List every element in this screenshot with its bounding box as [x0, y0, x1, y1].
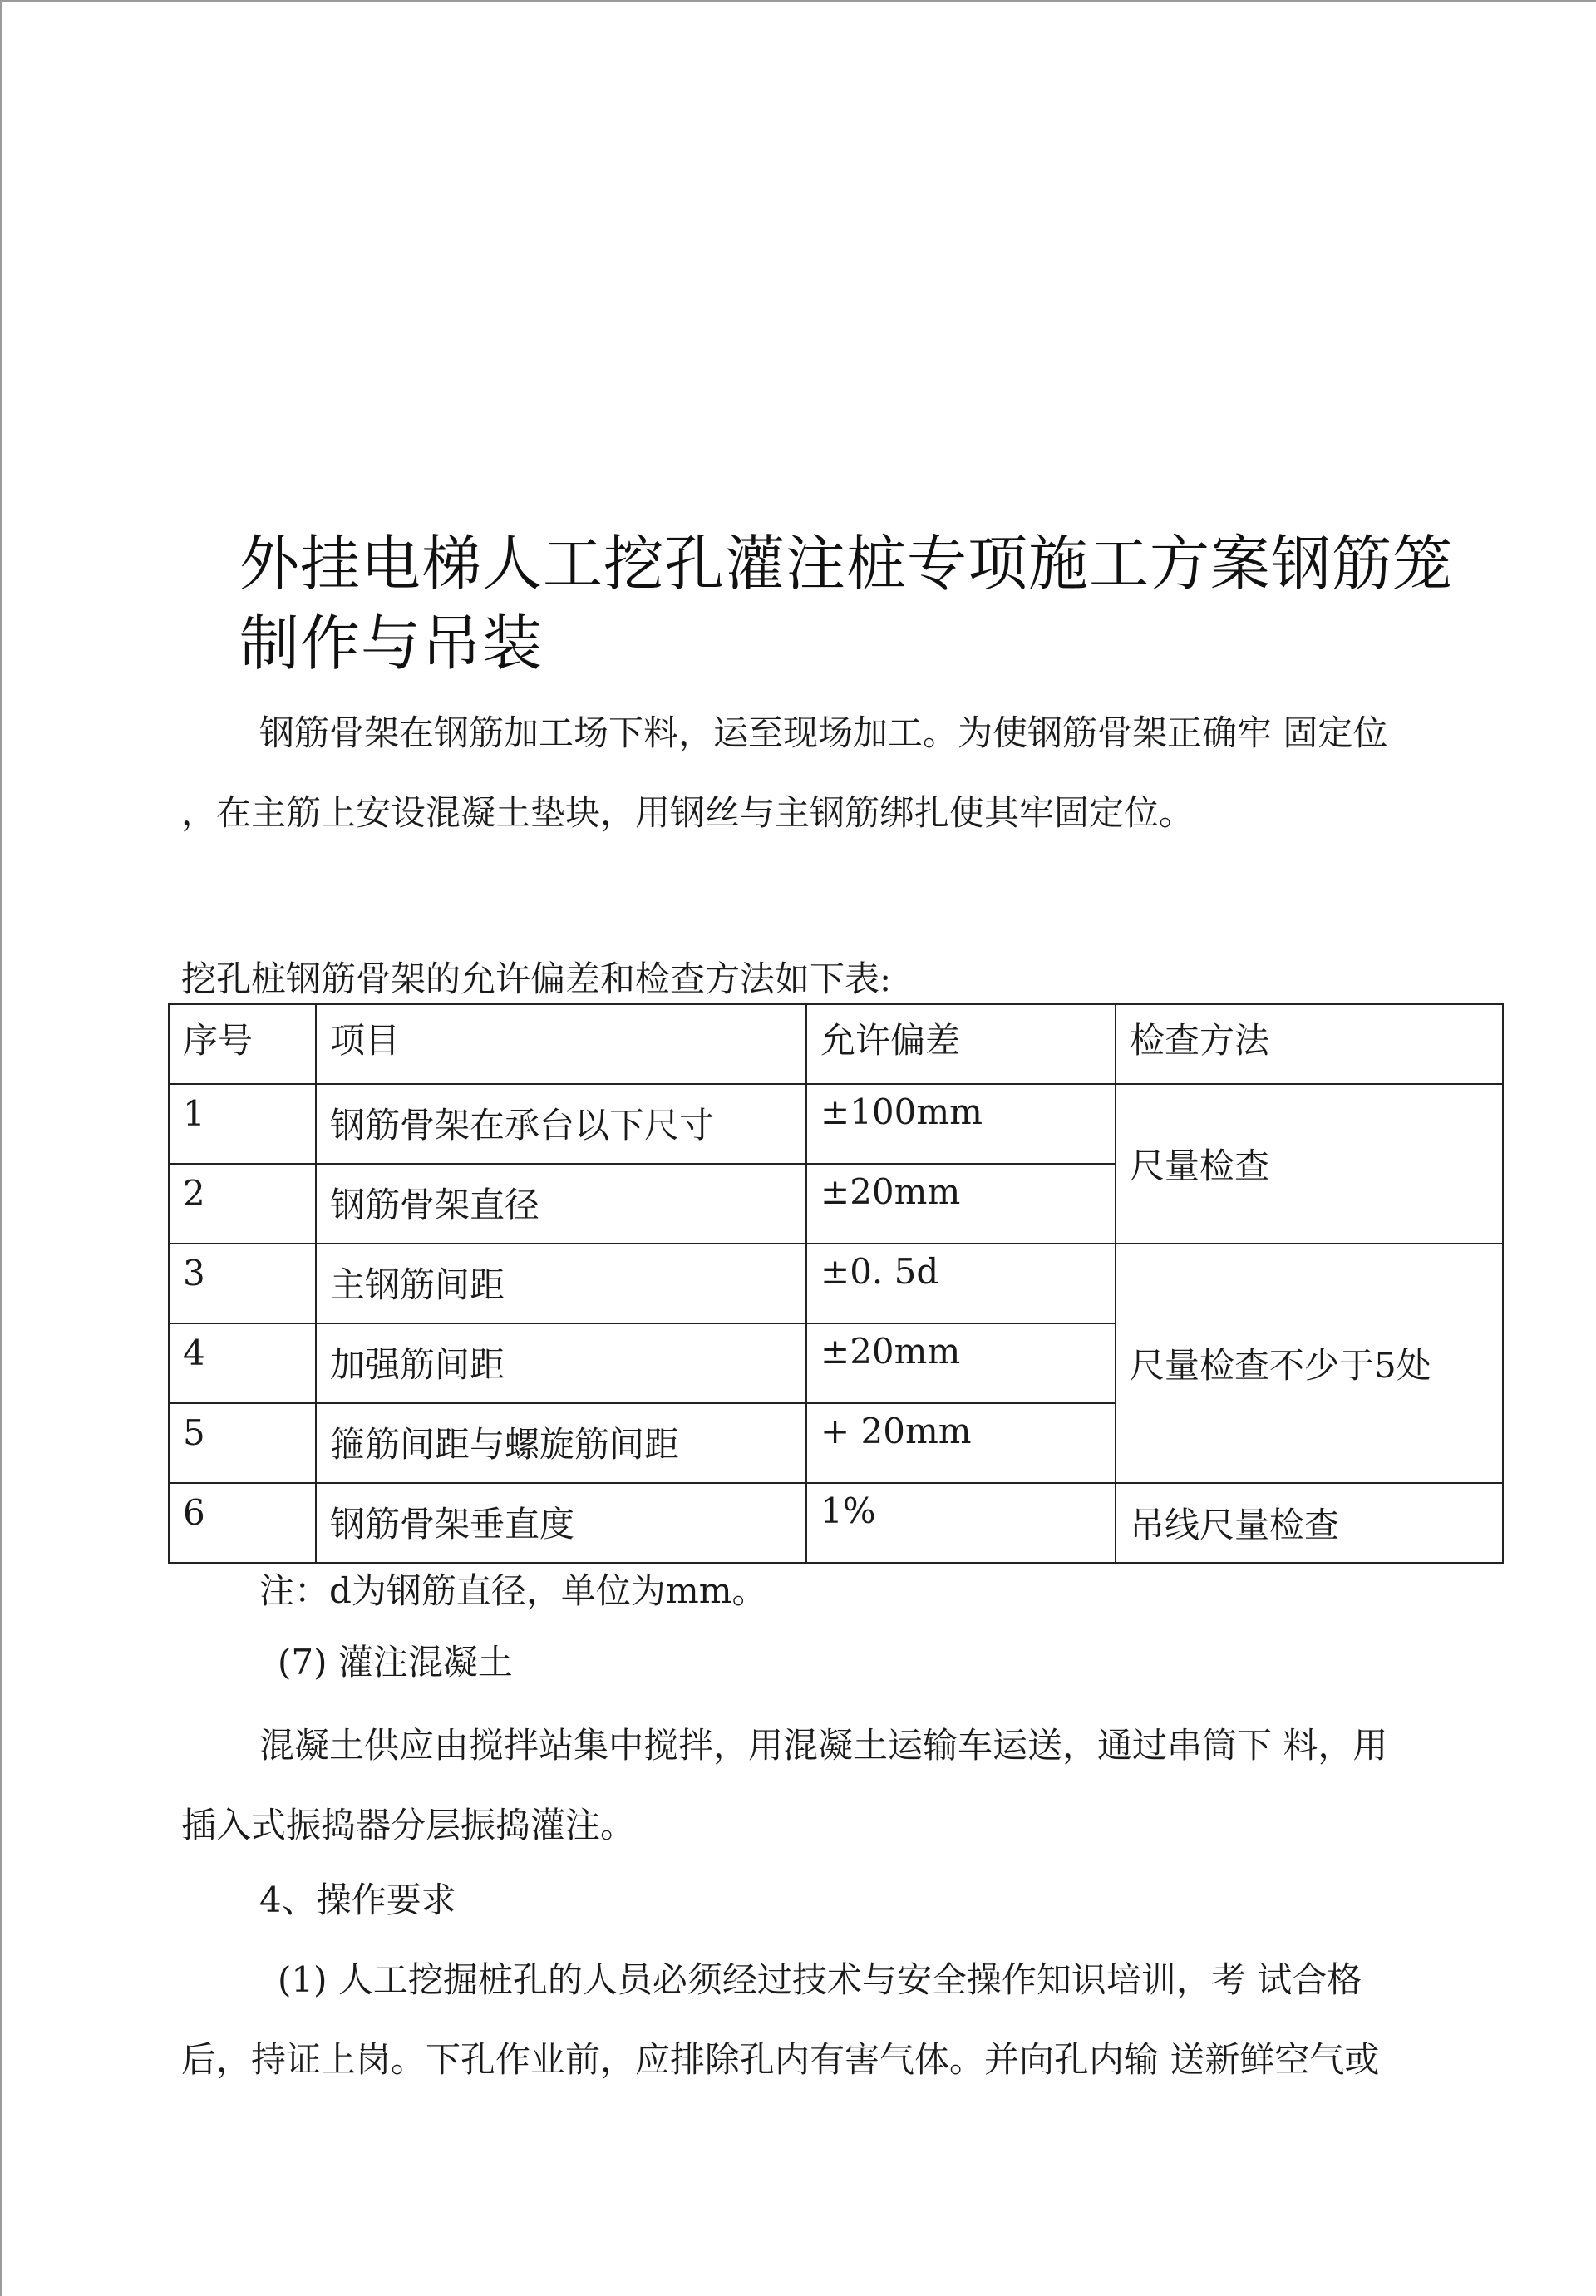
row-item: 钢筋骨架在承台以下尺寸 [316, 1084, 806, 1164]
row-no: 5 [169, 1403, 316, 1483]
page-border-left [0, 0, 2, 2296]
paragraph-1-line-2: ，在主筋上安设混凝土垫块，用钢丝与主钢筋绑扎使其牢固定位。 [181, 792, 1195, 833]
row-tolerance: ±0. 5d [806, 1244, 1116, 1323]
row-tolerance: + 20mm [806, 1403, 1116, 1483]
table-row [169, 1244, 1503, 1323]
section-4-heading: 4、操作要求 [259, 1880, 456, 1920]
row-item: 钢筋骨架直径 [316, 1164, 806, 1244]
row-item: 钢筋骨架垂直度 [316, 1483, 806, 1563]
row-tolerance: 1% [806, 1483, 1116, 1563]
header-item: 项目 [316, 1004, 806, 1084]
row-item: 主钢筋间距 [316, 1244, 806, 1323]
table-row [169, 1483, 1503, 1563]
row-item: 箍筋间距与螺旋筋间距 [316, 1403, 806, 1483]
page-border-top [0, 0, 1596, 2]
row-method: 尺量检查不少于5处 [1116, 1244, 1503, 1483]
table-row [169, 1084, 1503, 1164]
section-7-heading: (7) 灌注混凝土 [278, 1642, 513, 1683]
table-header-row [169, 1004, 1503, 1084]
header-tolerance: 允许偏差 [806, 1004, 1116, 1084]
header-no: 序号 [169, 1004, 316, 1084]
row-tolerance: ±20mm [806, 1323, 1116, 1403]
row-no: 4 [169, 1323, 316, 1403]
row-no: 6 [169, 1483, 316, 1563]
table-note: 注：d为钢筋直径，单位为mm。 [259, 1570, 767, 1611]
row-item: 加强筋间距 [316, 1323, 806, 1403]
header-method: 检查方法 [1116, 1004, 1503, 1084]
row-method: 尺量检查 [1116, 1084, 1503, 1244]
row-no: 2 [169, 1164, 316, 1244]
row-no: 3 [169, 1244, 316, 1323]
tolerance-table [168, 1003, 1504, 1564]
paragraph-3-line-2: 后，持证上岗。下孔作业前，应排除孔内有害气体。并向孔内输 送新鲜空气或 [181, 2039, 1380, 2080]
paragraph-2-line-1: 混凝土供应由搅拌站集中搅拌，用混凝土运输车运送，通过串筒下 料，用 [259, 1725, 1388, 1766]
row-tolerance: ±20mm [806, 1164, 1116, 1244]
table-caption: 挖孔桩钢筋骨架的允许偏差和检查方法如下表: [181, 958, 892, 999]
paragraph-2-line-2: 插入式振捣器分层振捣灌注。 [181, 1805, 636, 1845]
document-title: 外挂电梯人工挖孔灌注桩专项施工方案钢筋笼制作与吊装 [239, 529, 1454, 678]
row-no: 1 [169, 1084, 316, 1164]
paragraph-3-line-1: (1) 人工挖掘桩孔的人员必须经过技术与安全操作知识培训，考 试合格 [278, 1959, 1362, 2000]
row-tolerance: ±100mm [806, 1084, 1116, 1164]
row-method: 吊线尺量检查 [1116, 1483, 1503, 1563]
paragraph-1-line-1: 钢筋骨架在钢筋加工场下料，运至现场加工。为使钢筋骨架正确牢 固定位 [259, 712, 1388, 753]
